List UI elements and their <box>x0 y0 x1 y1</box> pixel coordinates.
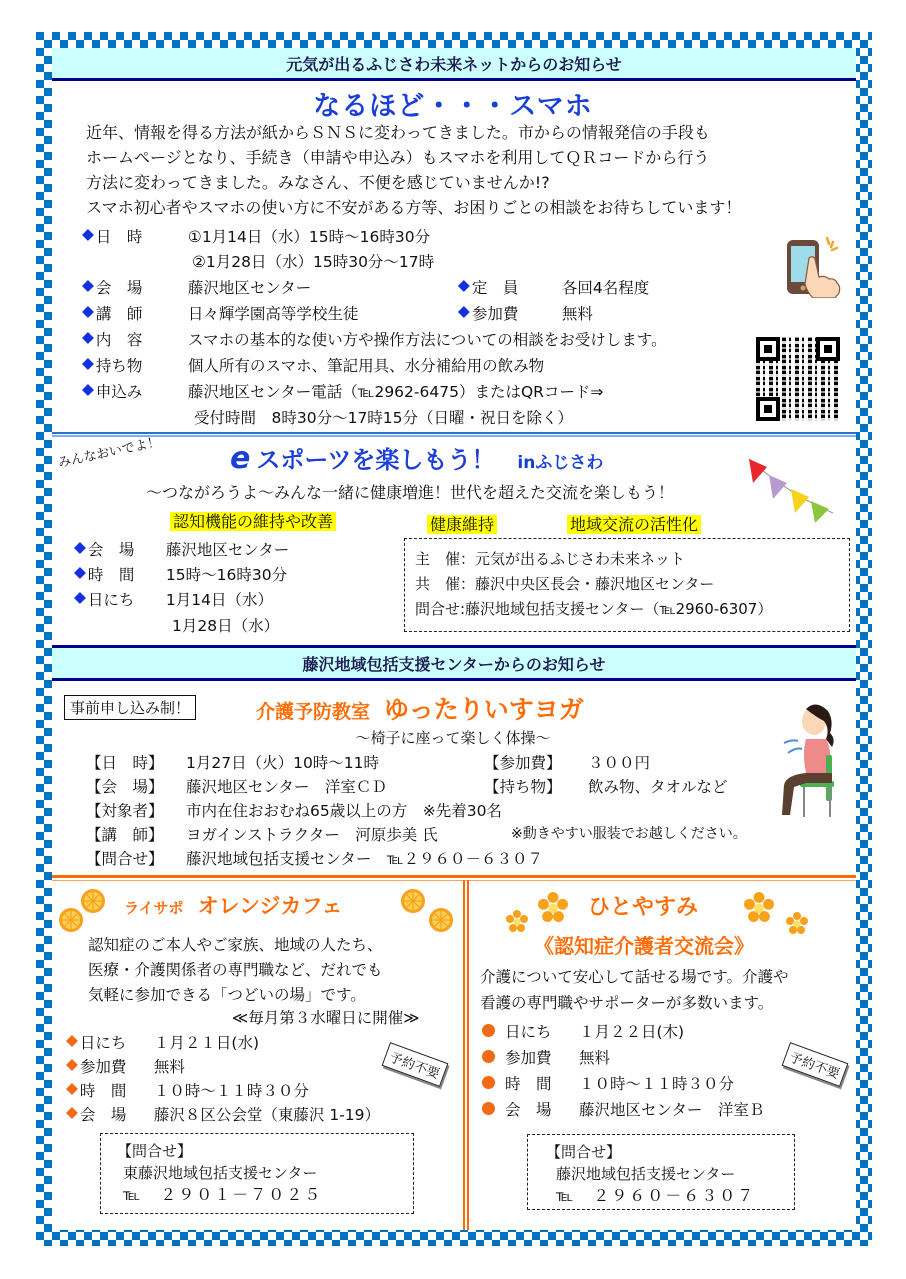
row-label: 【講 師】 <box>86 826 164 844</box>
diamond-bullet-icon: ◆ <box>74 563 86 581</box>
fee-label: 参加費 <box>471 305 519 323</box>
apply-hours: 受付時間 8時30分～17時15分（日曜・祝日を除く） <box>194 409 574 427</box>
capacity-value: 各回4名程度 <box>561 279 650 297</box>
hitoyasumi-contact-box <box>527 1134 795 1210</box>
date-label: 日にち <box>87 591 135 609</box>
orange-column-divider <box>463 880 469 1230</box>
venue-row <box>82 276 649 298</box>
time-label: 時 間 <box>87 566 135 584</box>
flower-icon <box>744 892 774 926</box>
row-value: ３００円 <box>588 754 651 772</box>
cafe-title-big: オレンジカフェ <box>197 894 343 918</box>
instructor-value: 日々輝学園高等学校生徒 <box>187 305 359 323</box>
diamond-bullet-icon: ◆ <box>82 328 94 346</box>
item-value: １０時～１１時３０分 <box>579 1075 735 1093</box>
contact-tel: ℡ ２９６０－６３０７ <box>556 1186 756 1205</box>
highlight-2 <box>427 512 497 535</box>
apply-value: 藤沢地区センター電話（℡2962-6475）またはQRコード⇒ <box>187 383 604 401</box>
content-label: 内 容 <box>95 331 143 349</box>
orange-slice-icon <box>428 907 454 933</box>
qr-finder <box>816 337 840 361</box>
datetime-row <box>82 225 430 247</box>
desc-line: 気軽に参加できる「つどいの場」です。 <box>88 986 366 1004</box>
fee-value: 無料 <box>561 305 593 323</box>
date-1: 1月14日（水） <box>165 591 274 609</box>
yoga-subtitle: ～椅子に座って楽しく体操～ <box>355 729 551 747</box>
apply-row <box>82 380 603 402</box>
diamond-bullet-icon: ◆ <box>74 588 86 606</box>
advance-registration-badge: 事前申し込み制！ <box>64 695 196 720</box>
apply-label: 申込み <box>95 383 143 401</box>
datetime-1: ①1月14日（水）15時～16時30分 <box>187 228 431 246</box>
organizer-text: 主 催：元気が出るふじさわ未来ネット <box>415 550 686 568</box>
cafe-item <box>66 1055 185 1077</box>
cafe-title <box>124 890 342 920</box>
diamond-bullet-icon: ◆ <box>66 1055 78 1073</box>
content-row <box>82 328 667 350</box>
diamond-bullet-icon: ◆ <box>82 276 94 294</box>
intro-line: 方法に変わってきました。みなさん、不便を感じていませんか!? <box>86 173 550 192</box>
hitoyasumi-subtitle: 《認知症介護者交流会》 <box>534 934 754 958</box>
bring-label: 持ち物 <box>95 357 143 375</box>
desc-line: 認知症のご本人やご家族、地域の人たち、 <box>88 936 383 954</box>
datetime-label: 日 時 <box>95 228 143 246</box>
row-value: ヨガインストラクター 河原歩美 氏 <box>186 826 438 844</box>
row-value: 飲み物、タオルなど <box>588 778 728 796</box>
circle-bullet-icon <box>482 1050 495 1063</box>
item-value: １０時～１１時３０分 <box>153 1082 309 1100</box>
esports-venue-row <box>74 538 289 560</box>
cafe-item <box>66 1079 309 1101</box>
row-label: 【問合せ】 <box>86 850 164 868</box>
contact-label: 【問合せ】 <box>117 1142 193 1160</box>
item-value: 無料 <box>153 1058 185 1076</box>
intro-line: ホームページとなり、手続き（申請や申込み）もスマホを利用してＱＲコードから行う <box>86 148 710 167</box>
flower-icon <box>538 892 568 926</box>
contact-org: 東藤沢地域包括支援センター <box>123 1164 318 1182</box>
esports-date-row <box>74 588 273 610</box>
diamond-bullet-icon: ◆ <box>66 1031 78 1049</box>
diamond-bullet-icon: ◆ <box>82 354 94 372</box>
orange-divider <box>52 875 856 881</box>
title-e: e <box>230 441 251 476</box>
flower-icon <box>506 910 528 936</box>
row-label: 【会 場】 <box>86 778 164 796</box>
highlight-text: 地域交流の活性化 <box>567 515 701 534</box>
yoga-title-1: 介護予防教室 <box>256 701 371 723</box>
venue-label: 会 場 <box>95 279 143 297</box>
intro-line: スマホ初心者やスマホの使い方に不安がある方等、お困りごとの相談をお待ちしています！ <box>86 198 742 217</box>
section1-banner: 元気が出るふじさわ未来ネットからのお知らせ <box>52 48 856 81</box>
item-label: 参加費 <box>79 1058 127 1076</box>
circle-bullet-icon <box>482 1076 495 1089</box>
yoga-row <box>86 775 728 797</box>
circle-bullet-icon <box>482 1102 495 1115</box>
flower-icon <box>786 912 808 938</box>
yoga-row <box>86 799 502 821</box>
qr-code[interactable] <box>756 337 840 421</box>
organizer-box <box>404 538 850 632</box>
hitoyasumi-item <box>482 1046 610 1068</box>
item-label: 会 場 <box>79 1106 127 1124</box>
item-label: 時 間 <box>505 1075 552 1093</box>
orange-slice-icon <box>400 888 426 914</box>
highlight-text: 認知機能の維持や改善 <box>170 512 336 531</box>
cafe-item <box>66 1031 259 1053</box>
smartphone-title: なるほど・・・スマホ <box>313 91 593 122</box>
highlight-text: 健康維持 <box>427 515 497 534</box>
item-value: 藤沢８区公会堂（東藤沢 1-19） <box>153 1106 381 1124</box>
hitoyasumi-item <box>482 1072 734 1094</box>
contact-tel: ℡ ２９０１－７０２５ <box>123 1185 323 1204</box>
time-value: 15時～16時30分 <box>165 566 288 584</box>
cosponsor-text: 共 催：藤沢中央区長会・藤沢地区センター <box>415 575 715 593</box>
yoga-row <box>86 847 543 869</box>
no-reservation-stamp: 予約不要 <box>382 1042 449 1087</box>
esports-time-row <box>74 563 287 585</box>
yoga-title <box>256 690 584 726</box>
no-reservation-stamp: 予約不要 <box>782 1042 849 1087</box>
hitoyasumi-item <box>482 1098 764 1120</box>
hitoyasumi-item <box>482 1020 684 1042</box>
diamond-bullet-icon: ◆ <box>82 380 94 398</box>
diamond-bullet-icon: ◆ <box>66 1103 78 1121</box>
qr-finder <box>756 397 780 421</box>
item-label: 参加費 <box>505 1049 552 1067</box>
esports-date-row-2 <box>172 614 279 636</box>
diamond-bullet-icon: ◆ <box>457 276 470 294</box>
row-label: 【日 時】 <box>86 754 164 772</box>
item-label: 会 場 <box>505 1101 552 1119</box>
venue-value: 藤沢地区センター <box>165 541 290 559</box>
item-value: 藤沢地区センター 洋室Ｂ <box>579 1101 765 1119</box>
section3-banner: 藤沢地域包括支援センターからのお知らせ <box>52 645 856 681</box>
date-2: 1月28日（水） <box>172 617 280 635</box>
row-note: ※動きやすい服装でお越しください。 <box>511 826 747 842</box>
section1-intro <box>86 120 856 220</box>
cafe-title-small: ライサポ <box>124 899 184 917</box>
item-label: 時 間 <box>79 1082 127 1100</box>
bring-value: 個人所有のスマホ、筆記用具、水分補給用の飲み物 <box>187 357 545 375</box>
row-label: 【対象者】 <box>86 802 164 820</box>
datetime-2: ②1月28日（水）15時30分～17時 <box>192 253 435 271</box>
circle-bullet-icon <box>482 1024 495 1037</box>
datetime-row-2 <box>192 250 434 272</box>
row-value: 1月27日（火）10時～11時 <box>186 754 380 772</box>
diamond-bullet-icon: ◆ <box>457 302 470 320</box>
row-value: 藤沢地域包括支援センター ℡２９６０－６３０７ <box>186 850 544 868</box>
item-value: １月２２日(木) <box>579 1023 685 1041</box>
yoga-title-2: ゆったりいすヨガ <box>384 695 584 724</box>
hitoyasumi-title: ひとやすみ <box>588 895 699 920</box>
row-label: 【参加費】 <box>484 754 562 772</box>
item-label: 日にち <box>79 1034 127 1052</box>
qr-finder <box>756 337 780 361</box>
esports-subtitle: ～つながろうよ～みんな一緒に健康増進！世代を超えた交流を楽しもう！ <box>146 483 675 502</box>
diamond-bullet-icon: ◆ <box>66 1079 78 1097</box>
hitoyasumi-description <box>480 964 788 1016</box>
venue-value: 藤沢地区センター <box>187 279 312 297</box>
venue-label: 会 場 <box>87 541 135 559</box>
contact-label: 【問合せ】 <box>546 1143 622 1161</box>
section-divider <box>52 432 856 437</box>
cafe-item <box>66 1103 380 1125</box>
diamond-bullet-icon: ◆ <box>74 538 86 556</box>
smartphone-tap-icon <box>785 236 845 298</box>
row-value: 市内在住おおむね65歳以上の方 ※先着30名 <box>186 802 502 820</box>
highlight-3 <box>567 512 701 535</box>
item-label: 日にち <box>505 1023 552 1041</box>
chair-yoga-figure-icon <box>780 695 846 825</box>
callout-text: みんなおいでよ！ <box>56 434 162 471</box>
bunting-flags-icon <box>745 455 835 525</box>
diamond-bullet-icon: ◆ <box>82 225 94 243</box>
instructor-row <box>82 302 593 324</box>
title-suffix: inふじさわ <box>517 453 604 473</box>
desc-line: 医療・介護関係者の専門職など、だれでも <box>88 961 383 979</box>
content-value: スマホの基本的な使い方や操作方法についての相談をお受けします。 <box>187 331 667 349</box>
yoga-row <box>86 823 747 845</box>
title-main: スポーツを楽しもう！ <box>256 446 496 474</box>
capacity-label: 定 員 <box>471 279 519 297</box>
orange-slice-icon <box>58 907 84 933</box>
highlight-1 <box>170 509 336 532</box>
desc-line: 介護について安心して話せる場です。介護や <box>480 968 789 986</box>
cafe-schedule: ≪毎月第３水曜日に開催≫ <box>232 1009 420 1027</box>
yoga-row <box>86 751 650 773</box>
item-value: 無料 <box>579 1049 611 1067</box>
cafe-contact-box <box>100 1133 414 1214</box>
row-value: 藤沢地区センター 洋室ＣＤ <box>186 778 387 796</box>
diamond-bullet-icon: ◆ <box>82 302 94 320</box>
instructor-label: 講 師 <box>95 305 143 323</box>
apply-hours-row <box>194 406 573 428</box>
contact-org: 藤沢地域包括支援センター <box>556 1165 736 1183</box>
bring-row <box>82 354 544 376</box>
intro-line: 近年、情報を得る方法が紙からＳＮＳに変わってきました。市からの情報発信の手段も <box>86 123 710 142</box>
item-value: １月２１日(水) <box>153 1034 260 1052</box>
desc-line: 看護の専門職やサポーターが多数います。 <box>480 994 774 1012</box>
row-label: 【持ち物】 <box>484 778 562 796</box>
cafe-description <box>88 933 383 1008</box>
contact-text: 問合せ:藤沢地域包括支援センター（℡2960-6307） <box>415 600 773 618</box>
esports-title <box>230 440 603 476</box>
